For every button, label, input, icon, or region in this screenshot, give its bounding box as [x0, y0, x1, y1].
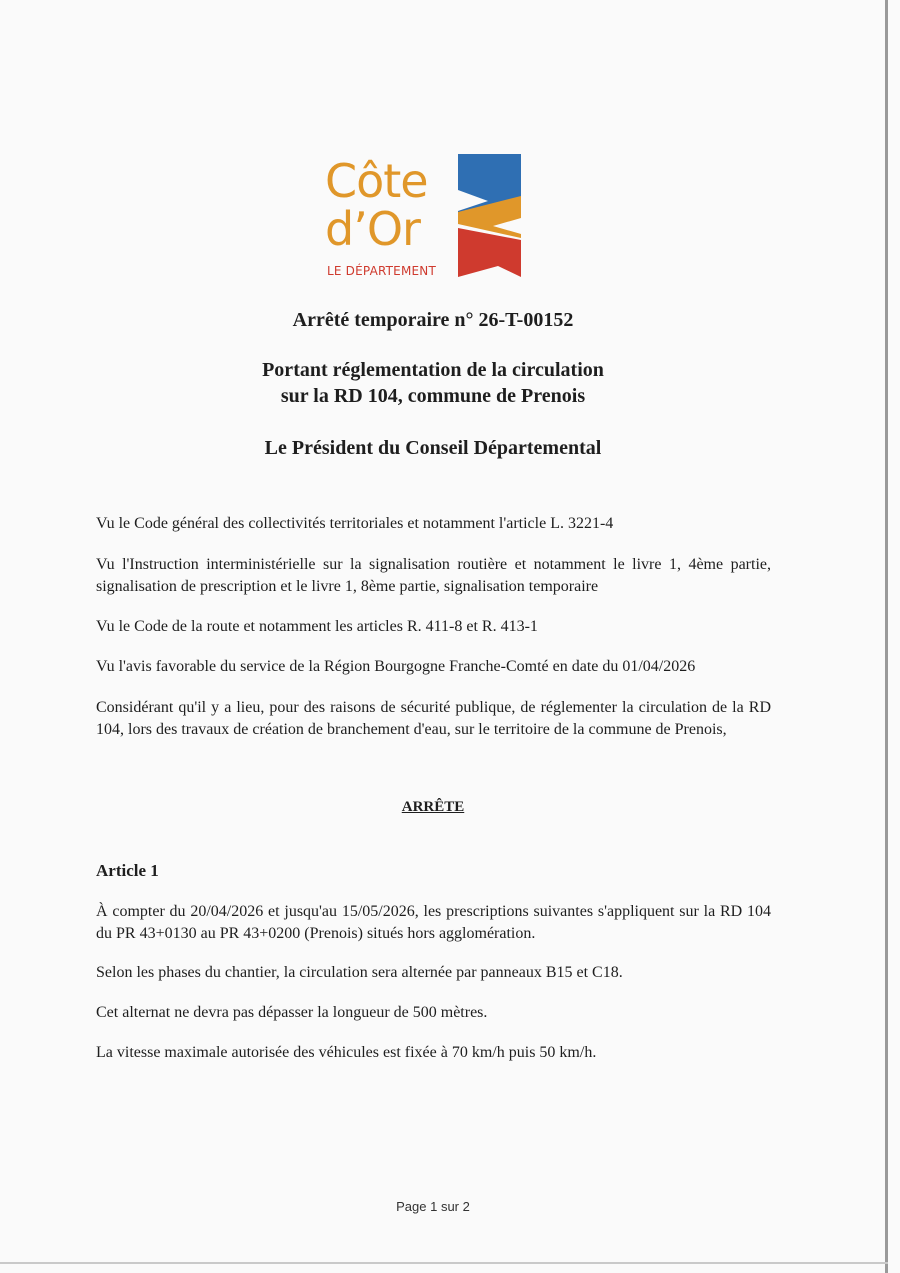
preamble-paragraph: Vu le Code de la route et notamment les articles R. 411-8 et R. 413-1 — [96, 618, 538, 635]
logo-line-2: d’Or — [325, 202, 420, 256]
decree-subject — [0, 357, 866, 409]
article-1-paragraph: Selon les phases du chantier, la circulation sera alternée par panneaux B15 et C18. — [96, 964, 623, 981]
issuing-authority: Le Président du Conseil Départemental — [264, 437, 602, 459]
article-1-heading: Article 1 — [96, 861, 159, 880]
page-edge-right — [885, 0, 888, 1273]
preamble-paragraph: Vu l'avis favorable du service de la Région Bourgogne Franche-Comté en date du 01/04/2026 — [96, 658, 696, 675]
decree-title: Arrêté temporaire n° 26-T-00152 — [292, 309, 574, 331]
decree-subject-line-2: sur la RD 104, commune de Prenois — [280, 385, 586, 407]
cote-dor-logo — [325, 150, 525, 280]
article-1-paragraph: À compter du 20/04/2026 et jusqu'au 15/05/2026, les prescriptions suivantes s'appliquent sur la RD 104 du PR 43+0130 au PR 43+0200 (Prenois) situés hors agglomération. — [96, 903, 771, 942]
preamble-paragraph: Vu le Code général des collectivités territoriales et notamment l'article L. 3221-4 — [96, 515, 614, 532]
decree-heading: ARRÊTE — [401, 799, 465, 815]
logo-subtitle: LE DÉPARTEMENT — [327, 264, 437, 278]
preamble-considering: Considérant qu'il y a lieu, pour des raisons de sécurité publique, de réglementer la circulation de la RD 104, lors des travaux de création de branchement d'eau, sur le territoire de la commune de Prenois, — [96, 699, 771, 738]
decree-subject-line-1: Portant réglementation de la circulation — [262, 359, 604, 381]
article-1-paragraph: Cet alternat ne devra pas dépasser la longueur de 500 mètres. — [96, 1004, 488, 1021]
department-flag-icon — [458, 154, 521, 277]
page-number: Page 1 sur 2 — [396, 1199, 470, 1214]
logo-line-1: Côte — [325, 154, 428, 208]
page-edge-bottom — [0, 1262, 888, 1264]
preamble-paragraph: Vu l'Instruction interministérielle sur la signalisation routière et notamment le livre 1, 4ème partie, signalisation de prescription et le livre 1, 8ème partie, signalisation temporaire — [96, 556, 771, 595]
article-1-paragraph: La vitesse maximale autorisée des véhicules est fixée à 70 km/h puis 50 km/h. — [96, 1044, 597, 1061]
